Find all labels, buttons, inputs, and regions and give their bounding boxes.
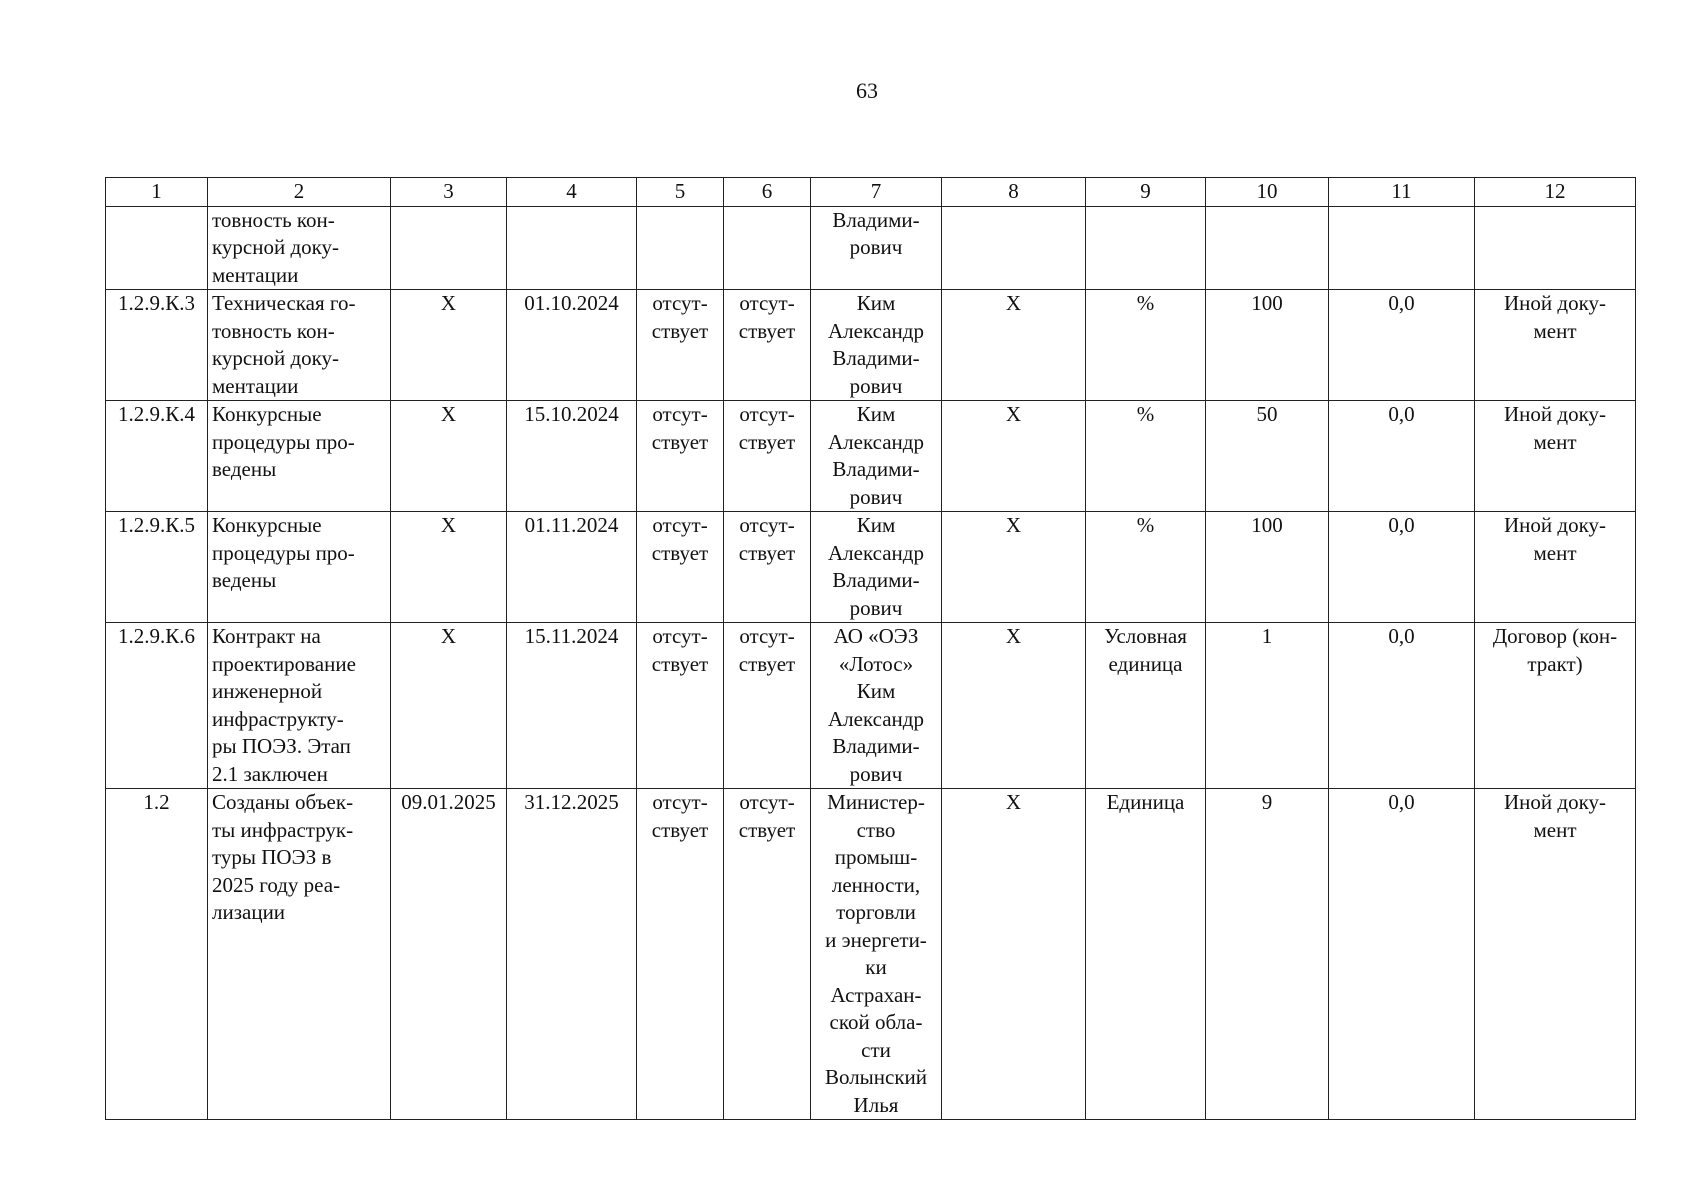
cell-amount: 0,0: [1329, 290, 1475, 401]
cell-col5: отсут- ствует: [637, 290, 724, 401]
cell-end-date: [507, 206, 637, 290]
cell-end-date: 31.12.2025: [507, 789, 637, 1120]
cell-col6: отсут- ствует: [724, 789, 811, 1120]
cell-start-date: X: [391, 512, 507, 623]
cell-start-date: [391, 206, 507, 290]
column-header: 1: [106, 178, 208, 207]
cell-col8: X: [942, 623, 1086, 789]
cell-col6: отсут- ствует: [724, 512, 811, 623]
cell-value: [1206, 206, 1329, 290]
cell-col5: отсут- ствует: [637, 789, 724, 1120]
cell-document-type: Иной доку- мент: [1475, 401, 1636, 512]
cell-col8: X: [942, 290, 1086, 401]
cell-name: Созданы объек- ты инфраструк- туры ПОЭЗ в 2025 году реа- лизации: [208, 789, 391, 1120]
cell-col8: X: [942, 512, 1086, 623]
cell-end-date: 15.11.2024: [507, 623, 637, 789]
cell-name: товность кон- курсной доку- ментации: [208, 206, 391, 290]
table-row: [106, 789, 1636, 1120]
cell-col8: X: [942, 401, 1086, 512]
cell-document-type: Договор (кон- тракт): [1475, 623, 1636, 789]
cell-col6: [724, 206, 811, 290]
cell-start-date: X: [391, 623, 507, 789]
cell-responsible: Министер- ство промыш- ленности, торговли и энергети- ки Астрахан- ской обла- сти Волынский Илья: [811, 789, 942, 1120]
cell-col5: отсут- ствует: [637, 401, 724, 512]
cell-responsible: АО «ОЭЗ «Лотос» Ким Александр Владими- рович: [811, 623, 942, 789]
cell-col8: X: [942, 789, 1086, 1120]
column-header: 3: [391, 178, 507, 207]
cell-end-date: 01.10.2024: [507, 290, 637, 401]
cell-document-type: Иной доку- мент: [1475, 789, 1636, 1120]
cell-col6: отсут- ствует: [724, 623, 811, 789]
cell-code: 1.2.9.К.3: [106, 290, 208, 401]
cell-name: Конкурсные процедуры про- ведены: [208, 512, 391, 623]
cell-responsible: Ким Александр Владими- рович: [811, 401, 942, 512]
cell-unit: Единица: [1086, 789, 1206, 1120]
cell-value: 50: [1206, 401, 1329, 512]
cell-unit: %: [1086, 290, 1206, 401]
table-row: [106, 206, 1636, 290]
cell-responsible: Владими- рович: [811, 206, 942, 290]
cell-code: 1.2.9.К.6: [106, 623, 208, 789]
cell-value: 9: [1206, 789, 1329, 1120]
cell-col6: отсут- ствует: [724, 290, 811, 401]
table-header-row: [106, 178, 1636, 207]
column-header: 5: [637, 178, 724, 207]
cell-value: 1: [1206, 623, 1329, 789]
column-header: 6: [724, 178, 811, 207]
cell-start-date: 09.01.2025: [391, 789, 507, 1120]
cell-name: Контракт на проектирование инженерной инфраструкту- ры ПОЭЗ. Этап 2.1 заключен: [208, 623, 391, 789]
cell-start-date: X: [391, 290, 507, 401]
cell-code: [106, 206, 208, 290]
cell-name: Конкурсные процедуры про- ведены: [208, 401, 391, 512]
cell-amount: [1329, 206, 1475, 290]
column-header: 9: [1086, 178, 1206, 207]
cell-document-type: Иной доку- мент: [1475, 290, 1636, 401]
cell-end-date: 15.10.2024: [507, 401, 637, 512]
cell-col5: отсут- ствует: [637, 512, 724, 623]
cell-document-type: Иной доку- мент: [1475, 512, 1636, 623]
cell-code: 1.2.9.К.5: [106, 512, 208, 623]
cell-amount: 0,0: [1329, 401, 1475, 512]
column-header: 11: [1329, 178, 1475, 207]
cell-col6: отсут- ствует: [724, 401, 811, 512]
data-table: [105, 177, 1636, 1120]
column-header: 8: [942, 178, 1086, 207]
column-header: 10: [1206, 178, 1329, 207]
cell-col8: [942, 206, 1086, 290]
cell-responsible: Ким Александр Владими- рович: [811, 512, 942, 623]
cell-start-date: X: [391, 401, 507, 512]
cell-unit: Условная единица: [1086, 623, 1206, 789]
cell-value: 100: [1206, 512, 1329, 623]
cell-col5: [637, 206, 724, 290]
cell-end-date: 01.11.2024: [507, 512, 637, 623]
column-header: 7: [811, 178, 942, 207]
cell-code: 1.2: [106, 789, 208, 1120]
cell-unit: [1086, 206, 1206, 290]
cell-amount: 0,0: [1329, 789, 1475, 1120]
page-number: 63: [856, 78, 878, 103]
cell-responsible: Ким Александр Владими- рович: [811, 290, 942, 401]
table-row: [106, 512, 1636, 623]
cell-code: 1.2.9.К.4: [106, 401, 208, 512]
cell-name: Техническая го- товность кон- курсной доку- ментации: [208, 290, 391, 401]
cell-amount: 0,0: [1329, 512, 1475, 623]
cell-amount: 0,0: [1329, 623, 1475, 789]
cell-document-type: [1475, 206, 1636, 290]
column-header: 4: [507, 178, 637, 207]
cell-col5: отсут- ствует: [637, 623, 724, 789]
cell-value: 100: [1206, 290, 1329, 401]
column-header: 12: [1475, 178, 1636, 207]
table-row: [106, 290, 1636, 401]
table-row: [106, 401, 1636, 512]
column-header: 2: [208, 178, 391, 207]
cell-unit: %: [1086, 512, 1206, 623]
table-row: [106, 623, 1636, 789]
cell-unit: %: [1086, 401, 1206, 512]
